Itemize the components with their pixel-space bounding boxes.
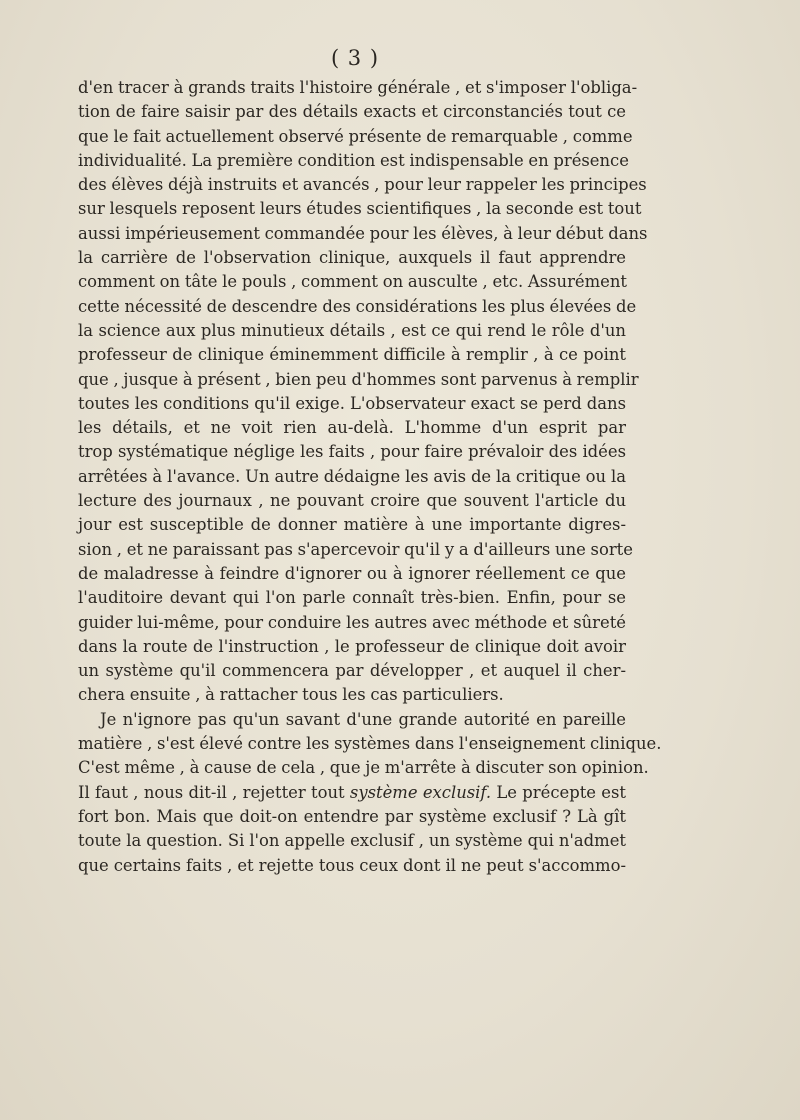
text-segment: Il faut , nous dit-il , rejetter tout — [78, 782, 350, 802]
text-line: tion de faire saisir par des détails exacts et circonstanciés tout ce — [78, 102, 626, 122]
text-line: chera ensuite , à rattacher tous les cas particuliers. — [78, 685, 504, 705]
text-line: professeur de clinique éminemment difficile à remplir , à ce point — [78, 345, 626, 365]
text-line: matière , s'est élevé contre les systèmes dans l'enseignement clinique. — [78, 734, 662, 754]
text-line: fort bon. Mais que doit-on entendre par système exclusif ? Là gît — [78, 806, 626, 826]
text-line: cette nécessité de descendre des considérations les plus élevées de — [78, 296, 637, 316]
text-line: que , jusque à présent , bien peu d'hommes sont parvenus à remplir — [78, 369, 639, 389]
text-line: des élèves déjà instruits et avancés , pour leur rappeler les principes — [78, 175, 647, 195]
text-line: la science aux plus minutieux détails , est ce qui rend le rôle d'un — [78, 320, 626, 340]
text-line: toutes les conditions qu'il exige. L'observateur exact se perd dans — [78, 393, 626, 413]
text-line: que le fait actuellement observé présente de remarquable , comme — [78, 126, 633, 146]
text-line: arrêtées à l'avance. Un autre dédaigne les avis de la critique ou la — [78, 466, 626, 486]
text-segment: Le précepte est — [491, 782, 626, 802]
text-line: de maladresse à feindre d'ignorer ou à ignorer réellement ce que — [78, 563, 626, 583]
text-line: Je n'ignore pas qu'un savant d'une grande autorité en pareille — [100, 709, 626, 729]
text-line: guider lui-même, pour conduire les autres avec méthode et sûreté — [78, 612, 626, 632]
text-line: jour est susceptible de donner matière à une importante digres- — [78, 515, 626, 535]
text-line: l'auditoire devant qui l'on parle connaît très-bien. Enfin, pour se — [78, 588, 626, 608]
text-line: les détails, et ne voit rien au-delà. L'homme d'un esprit par — [78, 418, 626, 438]
text-line: aussi impérieusement commandée pour les élèves, à leur début dans — [78, 223, 648, 243]
text-line: lecture des journaux , ne pouvant croire que souvent l'article du — [78, 491, 626, 511]
text-line-with-emphasis — [78, 781, 626, 805]
text-line: la carrière de l'observation clinique, auxquels il faut apprendre — [78, 248, 626, 268]
text-line: dans la route de l'instruction , le professeur de clinique doit avoir — [78, 636, 626, 656]
text-line: trop systématique néglige les faits , pour faire prévaloir des idées — [78, 442, 626, 462]
page-number: ( 3 ) — [330, 46, 380, 70]
text-line: comment on tâte le pouls , comment on ausculte , etc. Assurément — [78, 272, 628, 292]
body-text — [78, 76, 662, 878]
text-line: toute la question. Si l'on appelle exclusif , un système qui n'admet — [78, 831, 626, 851]
text-line: sion , et ne paraissant pas s'apercevoir qu'il y a d'ailleurs une sorte — [78, 539, 633, 559]
text-line: individualité. La première condition est indispensable en présence — [78, 150, 629, 170]
text-line: C'est même , à cause de cela , que je m'arrête à discuter son opinion. — [78, 758, 649, 778]
text-line: d'en tracer à grands traits l'histoire générale , et s'imposer l'obliga- — [78, 78, 638, 97]
text-line: sur lesquels reposent leurs études scientifiques , la seconde est tout — [78, 199, 642, 219]
emphasis-text: système exclusif. — [349, 782, 492, 802]
text-line: un système qu'il commencera par développer , et auquel il cher- — [78, 661, 626, 681]
text-line: que certains faits , et rejette tous ceux dont il ne peut s'accommo- — [78, 855, 626, 875]
